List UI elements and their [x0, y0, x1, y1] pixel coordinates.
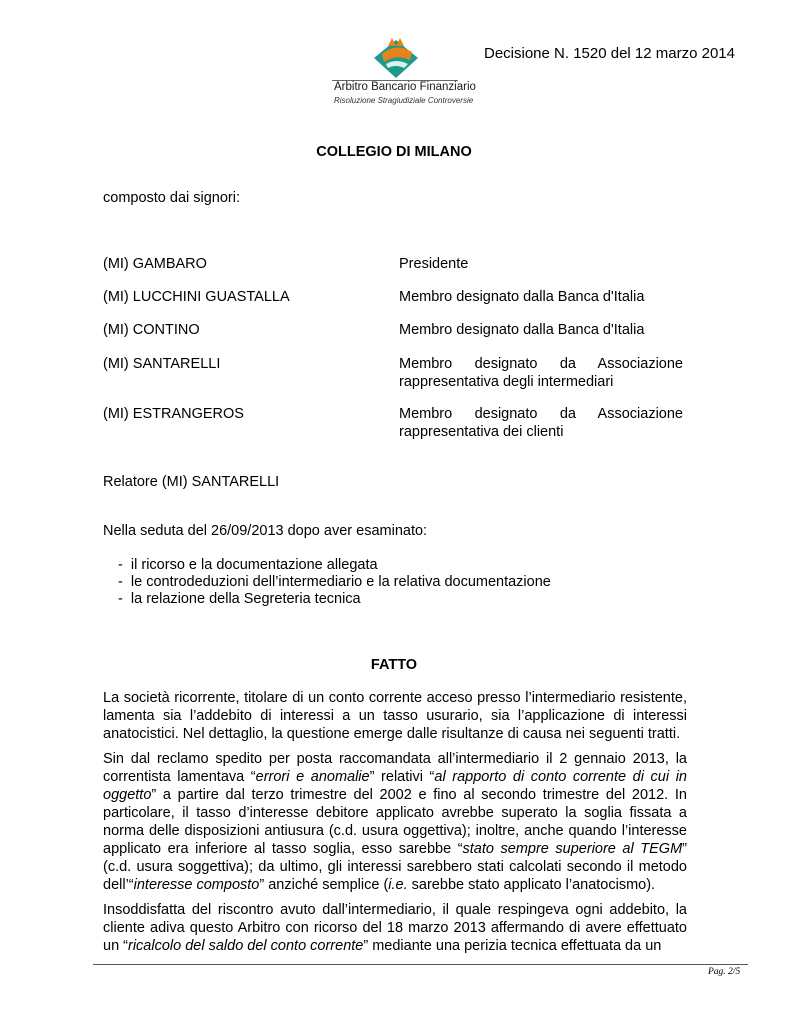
seduta-text: Nella seduta del 26/09/2013 dopo aver esaminato: [103, 523, 428, 539]
logo-subtitle: Risoluzione Stragiudiziale Controversie [334, 96, 474, 105]
list-item [118, 590, 361, 608]
list-item [118, 573, 551, 591]
collegio-heading: COLLEGIO DI MILANO [316, 144, 472, 160]
member-name: (MI) LUCCHINI GUASTALLA [103, 289, 290, 305]
bullet-dash: - [118, 557, 123, 573]
list-item [118, 556, 378, 574]
fatto-body [103, 689, 687, 962]
abf-emblem-icon [330, 36, 460, 80]
member-role: Membro designato da Associazione rappresentativa dei clienti [399, 406, 683, 440]
member-name: (MI) GAMBARO [103, 256, 207, 272]
fatto-paragraph-2: Sin dal reclamo spedito per posta raccomandata all’intermediario il 2 gennaio 2013, la correntista lamentava “errori e anomalie” relativi “al rapporto di conto corrente di cui in oggetto” a partire dal terzo trimestre del 2002 e fino al secondo trimestre del 2012. In particolare, il tasso d’interesse debitore applicato avrebbe superato la soglia fissata a norma delle disposizioni antiusura (c.d. usura oggettiva); inoltre, anche quando l’interesse applicato era inferiore al tasso soglia, esso sarebbe “stato sempre superiore al TEGM” (c.d. usura soggettiva); da ultimo, gli interessi sarebbero stati calcolati secondo il metodo dell’“interesse composto” anziché semplice (i.e. sarebbe stato applicato l’anatocismo). [103, 751, 687, 893]
member-name: (MI) CONTINO [103, 322, 200, 338]
member-role: Presidente [399, 256, 469, 272]
page-number: Pag. 2/5 [708, 967, 741, 977]
decision-number: Decisione N. 1520 del 12 marzo 2014 [484, 45, 735, 62]
bullet-dash: - [118, 591, 123, 607]
footer-divider [93, 964, 748, 965]
list-item-text: le controdeduzioni dell’intermediario e la relativa documentazione [130, 574, 551, 590]
member-name: (MI) ESTRANGEROS [103, 406, 244, 422]
fatto-paragraph-1: La società ricorrente, titolare di un conto corrente acceso presso l’intermediario resistente, lamenta sia l’addebito di interessi a un tasso usurario, sia l’applicazione di interessi anatocistici. Nel dettaglio, la questione emerge dalle risultanze di causa nei seguenti tratti. [103, 690, 687, 742]
member-role: Membro designato da Associazione rappresentativa degli intermediari [399, 356, 683, 390]
member-name: (MI) SANTARELLI [103, 356, 221, 372]
fatto-heading: FATTO [370, 657, 418, 673]
fatto-paragraph-3: Insoddisfatta del riscontro avuto dall’intermediario, il quale respingeva ogni addebito, la cliente adiva questo Arbitro con ricorso del 18 marzo 2013 affermando di avere effettuato un “ricalcolo del saldo del conto corrente” mediante una perizia tecnica effettuata da un [103, 902, 687, 954]
composto-text: composto dai signori: [103, 190, 241, 206]
list-item-text: il ricorso e la documentazione allegata [130, 557, 378, 573]
member-role: Membro designato dalla Banca d'Italia [399, 289, 645, 305]
relatore-text: Relatore (MI) SANTARELLI [103, 474, 280, 490]
list-item-text: la relazione della Segreteria tecnica [130, 591, 361, 607]
logo-title: Arbitro Bancario Finanziario [334, 81, 476, 93]
member-role: Membro designato dalla Banca d'Italia [399, 322, 645, 338]
bullet-dash: - [118, 574, 123, 590]
abf-logo [330, 36, 476, 106]
